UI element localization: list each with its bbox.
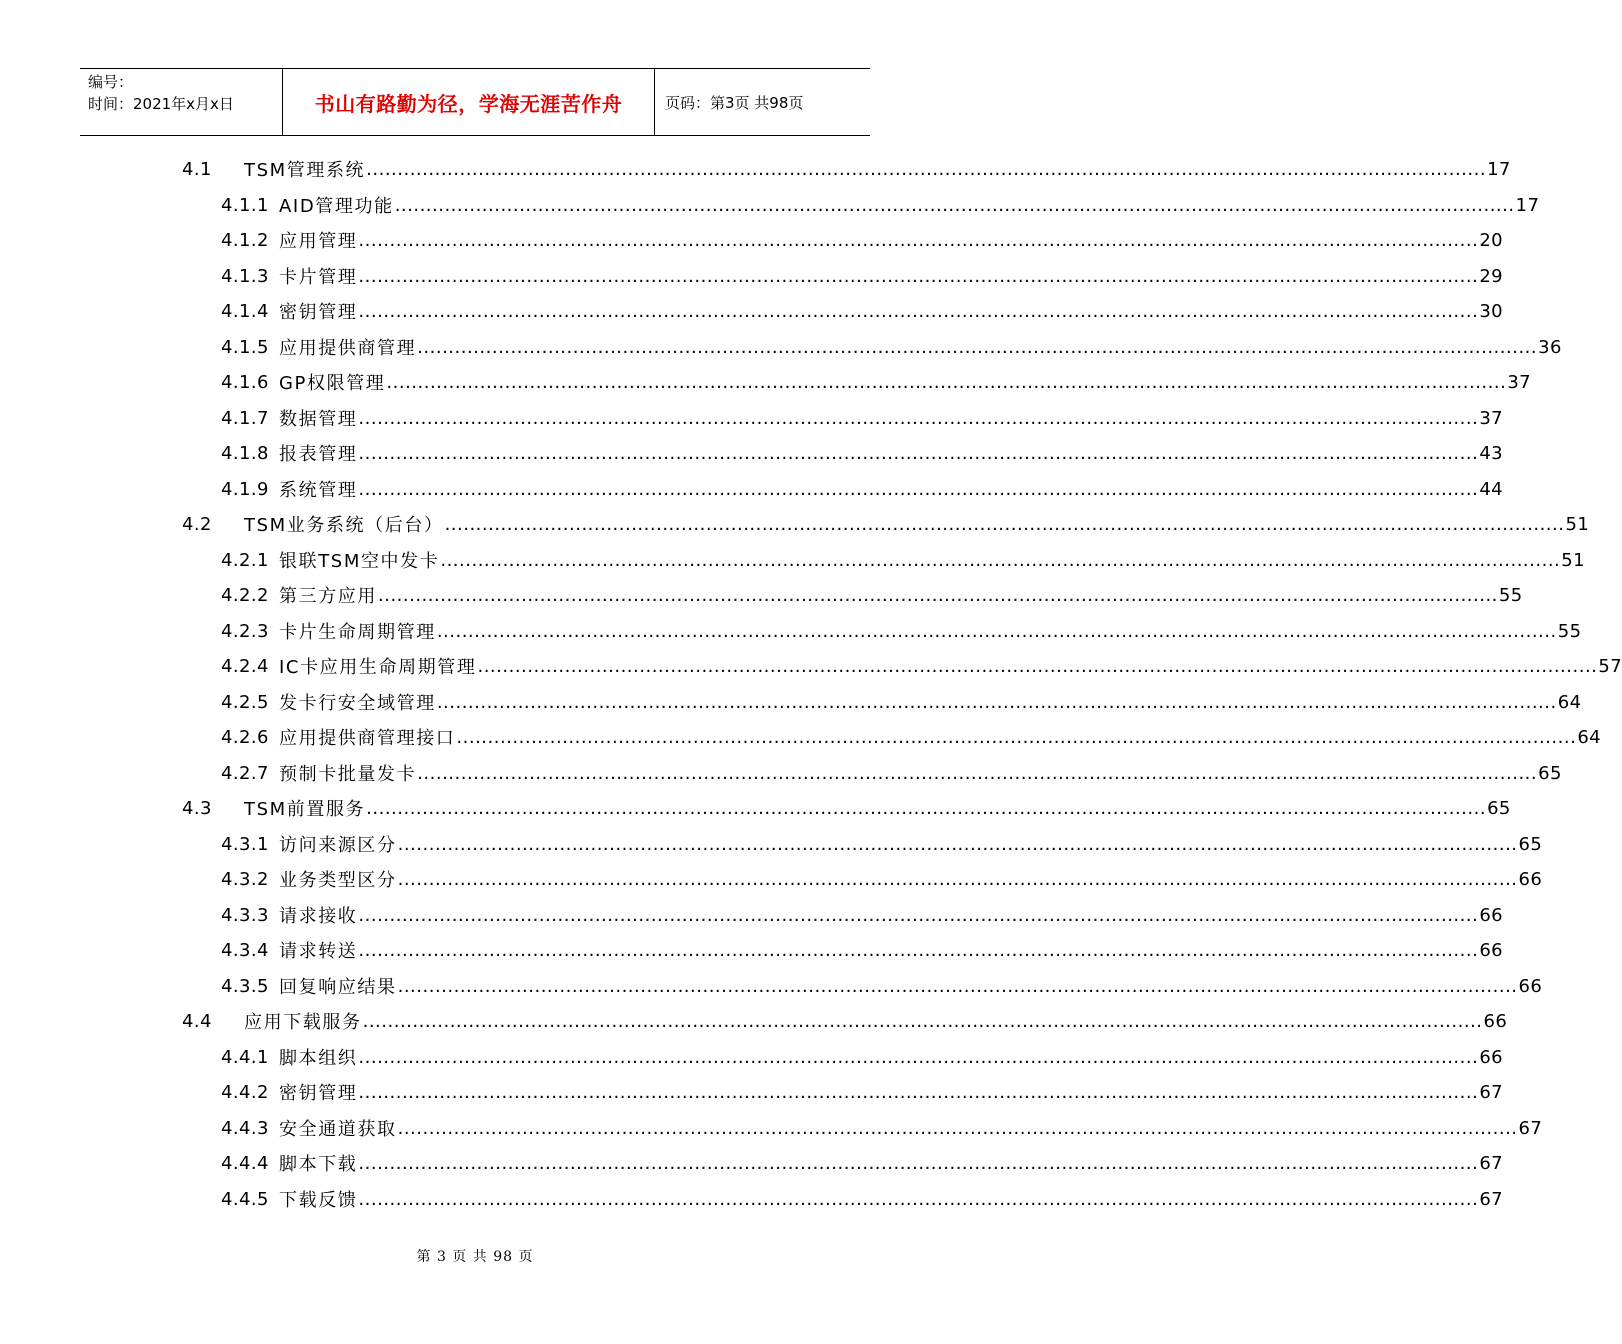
- toc-entry-page: 66: [1479, 939, 1504, 961]
- toc-entry-page: 67: [1518, 1117, 1543, 1139]
- toc-leader-dots: ....................................................................................................................................................................................: [358, 300, 1479, 322]
- toc-entry[interactable]: [221, 222, 1504, 258]
- toc-leader-dots: ....................................................................................................................................................................................: [456, 726, 1577, 748]
- toc-entry-page: 37: [1479, 407, 1504, 429]
- toc-entry-title: 密钥管理: [279, 302, 358, 323]
- toc-leader-dots: ....................................................................................................................................................................................: [417, 762, 1538, 784]
- toc-entry-number: 4.1.9: [221, 478, 269, 500]
- toc-entry-title: 系统管理: [279, 480, 358, 501]
- toc-entry-page: 66: [1483, 1010, 1508, 1032]
- toc-entry-number: 4.2.6: [221, 726, 269, 748]
- toc-leader-dots: ....................................................................................................................................................................................: [397, 975, 1518, 997]
- toc-entry-title: 回复响应结果: [279, 977, 397, 998]
- toc-entry-page: 20: [1479, 229, 1504, 251]
- toc-entry-number: 4.2.2: [221, 584, 269, 606]
- toc-entry-number: 4.1: [182, 158, 212, 180]
- toc-entry-page: 51: [1561, 549, 1585, 571]
- header-motto-cell: [282, 69, 655, 135]
- toc-entry-number: 4.1.2: [221, 229, 269, 251]
- toc-entry-title: GP权限管理: [279, 373, 386, 394]
- toc-leader-dots: ....................................................................................................................................................................................: [477, 655, 1598, 677]
- toc-entry-number: 4.2.5: [221, 691, 269, 713]
- toc-entry-number: 4.3.2: [221, 868, 269, 890]
- toc-leader-dots: ....................................................................................................................................................................................: [436, 620, 1557, 642]
- toc-entry-title: TSM管理系统: [244, 160, 366, 181]
- toc-entry[interactable]: [221, 826, 1543, 862]
- toc-leader-dots: ....................................................................................................................................................................................: [358, 442, 1479, 464]
- toc-entry-page: 44: [1479, 478, 1504, 500]
- toc-entry-page: 55: [1557, 620, 1582, 642]
- toc-entry-page: 55: [1498, 584, 1523, 606]
- toc-entry[interactable]: [221, 932, 1504, 968]
- toc-leader-dots: ....................................................................................................................................................................................: [440, 549, 1561, 571]
- toc-leader-dots: ....................................................................................................................................................................................: [397, 868, 1518, 890]
- toc-entry-number: 4.3.3: [221, 904, 269, 926]
- toc-entry-number: 4.4.2: [221, 1081, 269, 1103]
- toc-leader-dots: ....................................................................................................................................................................................: [397, 833, 1518, 855]
- toc-entry-title: 第三方应用: [279, 586, 377, 607]
- toc-entry-number: 4.3: [182, 797, 212, 819]
- toc-entry-number: 4.1.7: [221, 407, 269, 429]
- toc-entry[interactable]: [182, 790, 1511, 826]
- toc-entry-page: 43: [1479, 442, 1504, 464]
- toc-leader-dots: ....................................................................................................................................................................................: [358, 265, 1479, 287]
- toc-leader-dots: ....................................................................................................................................................................................: [366, 797, 1487, 819]
- toc-entry-number: 4.1.4: [221, 300, 269, 322]
- toc-entry[interactable]: [221, 435, 1504, 471]
- toc-leader-dots: ....................................................................................................................................................................................: [436, 691, 1557, 713]
- toc-entry[interactable]: [221, 471, 1504, 507]
- toc-entry-number: 4.1.6: [221, 371, 269, 393]
- toc-entry-page: 66: [1479, 1046, 1504, 1068]
- toc-entry[interactable]: [221, 1110, 1543, 1146]
- toc-entry-number: 4.1.1: [221, 194, 269, 216]
- toc-entry-number: 4.2: [182, 513, 212, 535]
- page-footer: [0, 1246, 950, 1266]
- toc-entry-page: 36: [1538, 336, 1562, 358]
- toc-entry[interactable]: [182, 506, 1590, 542]
- toc-entry-page: 66: [1479, 904, 1504, 926]
- toc-entry[interactable]: [182, 1003, 1508, 1039]
- toc-entry[interactable]: [221, 684, 1582, 720]
- toc-entry-page: 67: [1479, 1081, 1504, 1103]
- toc-entry-page: 29: [1479, 265, 1504, 287]
- toc-entry-title: 应用提供商管理: [279, 338, 417, 359]
- toc-leader-dots: ....................................................................................................................................................................................: [358, 1188, 1479, 1210]
- toc-entry-title: 请求接收: [279, 906, 358, 927]
- toc-entry-title: TSM业务系统（后台）: [244, 515, 444, 536]
- toc-entry-number: 4.1.3: [221, 265, 269, 287]
- toc-leader-dots: ....................................................................................................................................................................................: [358, 939, 1479, 961]
- toc-leader-dots: ....................................................................................................................................................................................: [397, 1117, 1518, 1139]
- toc-entry[interactable]: [221, 755, 1562, 791]
- toc-entry-title: TSM前置服务: [244, 799, 366, 820]
- page-header: [80, 68, 870, 136]
- toc-entry[interactable]: [221, 364, 1532, 400]
- toc-entry-title: 安全通道获取: [279, 1119, 397, 1140]
- toc-entry-title: 访问来源区分: [279, 835, 397, 856]
- toc-entry[interactable]: [221, 613, 1582, 649]
- toc-entry-number: 4.4.3: [221, 1117, 269, 1139]
- toc-entry-page: 17: [1515, 194, 1540, 216]
- toc-leader-dots: ....................................................................................................................................................................................: [358, 478, 1479, 500]
- toc-entry[interactable]: [221, 1039, 1504, 1075]
- toc-entry-number: 4.2.7: [221, 762, 269, 784]
- toc-leader-dots: ....................................................................................................................................................................................: [358, 229, 1479, 251]
- motto: 书山有路勤为径，学海无涯苦作舟: [314, 91, 623, 116]
- toc-entry-title: 脚本下载: [279, 1154, 358, 1175]
- toc-leader-dots: ....................................................................................................................................................................................: [358, 1152, 1479, 1174]
- toc-leader-dots: ....................................................................................................................................................................................: [358, 407, 1479, 429]
- toc-leader-dots: ....................................................................................................................................................................................: [386, 371, 1507, 393]
- toc-entry-number: 4.4.5: [221, 1188, 269, 1210]
- header-page-cell: [655, 69, 870, 135]
- toc-entry-number: 4.1.8: [221, 442, 269, 464]
- toc-leader-dots: ....................................................................................................................................................................................: [378, 584, 1498, 606]
- toc-entry-number: 4.2.4: [221, 655, 269, 677]
- toc-entry-number: 4.3.1: [221, 833, 269, 855]
- toc-entry-page: 64: [1557, 691, 1582, 713]
- toc-entry[interactable]: [221, 258, 1504, 294]
- toc-leader-dots: ....................................................................................................................................................................................: [417, 336, 1538, 358]
- toc-entry-title: 数据管理: [279, 409, 358, 430]
- toc-entry[interactable]: [221, 719, 1602, 755]
- toc-entry[interactable]: [221, 648, 1622, 684]
- toc-entry-number: 4.2.3: [221, 620, 269, 642]
- toc-entry-page: 37: [1507, 371, 1532, 393]
- toc-entry-title: 下载反馈: [279, 1190, 358, 1211]
- toc-entry-page: 51: [1565, 513, 1590, 535]
- toc-entry-title: 脚本组织: [279, 1048, 358, 1069]
- toc-entry-number: 4.3.4: [221, 939, 269, 961]
- toc-entry[interactable]: [221, 329, 1562, 365]
- toc-entry-title: 密钥管理: [279, 1083, 358, 1104]
- toc-leader-dots: ....................................................................................................................................................................................: [444, 513, 1565, 535]
- toc-entry-page: 64: [1577, 726, 1602, 748]
- toc-entry-page: 66: [1518, 868, 1543, 890]
- toc-entry-page: 65: [1538, 762, 1562, 784]
- toc-entry[interactable]: [221, 293, 1504, 329]
- toc-entry-title: 应用下载服务: [244, 1012, 362, 1033]
- toc-entry-page: 67: [1479, 1188, 1504, 1210]
- toc-entry[interactable]: [221, 861, 1543, 897]
- serial-label: 编号：: [88, 73, 134, 91]
- toc-entry[interactable]: [182, 151, 1511, 187]
- toc-entry[interactable]: [221, 1181, 1504, 1217]
- time-label: 时间：2021年x月x日: [88, 95, 234, 113]
- toc-entry-title: 报表管理: [279, 444, 358, 465]
- footer-page-number: 第 3 页 共 98 页: [416, 1249, 534, 1265]
- toc-leader-dots: ....................................................................................................................................................................................: [358, 904, 1479, 926]
- toc-entry-number: 4.2.1: [221, 549, 269, 571]
- toc-leader-dots: ....................................................................................................................................................................................: [358, 1081, 1479, 1103]
- toc-entry-number: 4.4.4: [221, 1152, 269, 1174]
- toc-entry-number: 4.1.5: [221, 336, 269, 358]
- toc-entry-page: 17: [1487, 158, 1511, 180]
- toc-entry-number: 4.4: [182, 1010, 212, 1032]
- toc-leader-dots: ....................................................................................................................................................................................: [358, 1046, 1479, 1068]
- toc-entry-title: 卡片生命周期管理: [279, 622, 436, 643]
- toc-entry-number: 4.3.5: [221, 975, 269, 997]
- toc-entry[interactable]: [221, 1074, 1504, 1110]
- toc-leader-dots: ....................................................................................................................................................................................: [394, 194, 1515, 216]
- toc-entry-title: AID管理功能: [279, 196, 394, 217]
- toc-entry-title: 业务类型区分: [279, 870, 397, 891]
- toc-leader-dots: ....................................................................................................................................................................................: [362, 1010, 1483, 1032]
- toc-entry-number: 4.4.1: [221, 1046, 269, 1068]
- page-label: 页码：第3页 共98页: [665, 93, 804, 112]
- toc-entry-title: 卡片管理: [279, 267, 358, 288]
- toc-entry-page: 67: [1479, 1152, 1504, 1174]
- toc-entry[interactable]: [221, 1145, 1504, 1181]
- toc-entry-title: 银联TSM空中发卡: [279, 551, 440, 572]
- toc-leader-dots: ....................................................................................................................................................................................: [366, 158, 1487, 180]
- toc-entry-page: 57: [1598, 655, 1622, 677]
- toc-entry-title: IC卡应用生命周期管理: [279, 657, 477, 678]
- toc-entry-page: 65: [1487, 797, 1511, 819]
- toc-entry[interactable]: [221, 542, 1585, 578]
- header-meta: [80, 69, 282, 135]
- toc-entry[interactable]: [221, 577, 1523, 613]
- toc-entry[interactable]: [221, 897, 1504, 933]
- toc-entry-page: 30: [1479, 300, 1504, 322]
- toc-entry-title: 应用管理: [279, 231, 358, 252]
- toc-entry-title: 发卡行安全域管理: [279, 693, 436, 714]
- toc-entry-page: 65: [1518, 833, 1543, 855]
- toc-entry[interactable]: [221, 187, 1540, 223]
- toc-entry-page: 66: [1518, 975, 1543, 997]
- toc-entry[interactable]: [221, 968, 1543, 1004]
- toc-entry-title: 请求转送: [279, 941, 358, 962]
- toc-entry[interactable]: [221, 400, 1504, 436]
- toc-entry-title: 预制卡批量发卡: [279, 764, 417, 785]
- toc-entry-title: 应用提供商管理接口: [279, 728, 456, 749]
